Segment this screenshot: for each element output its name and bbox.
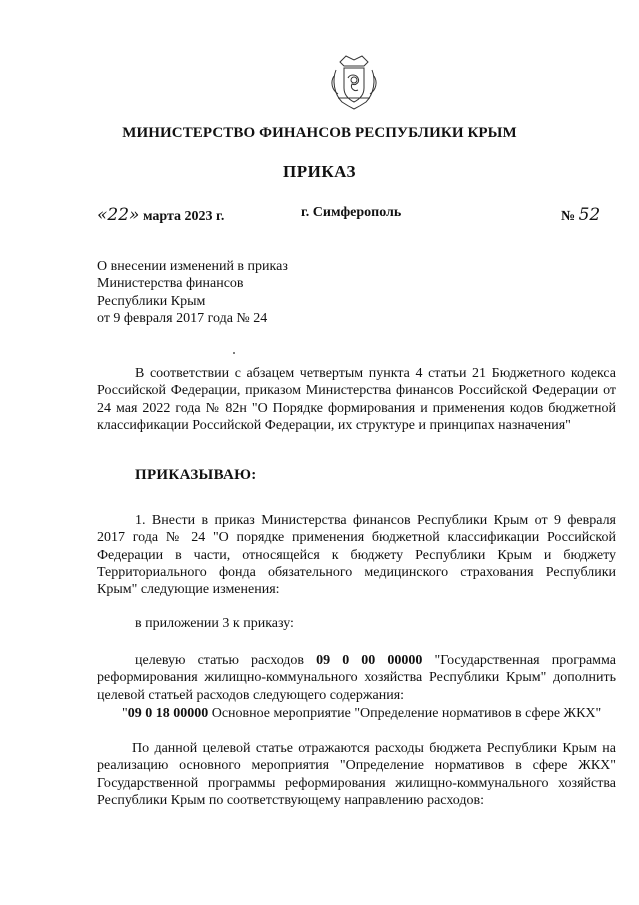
order-heading: ПРИКАЗЫВАЮ: bbox=[135, 467, 257, 483]
crimea-coat-of-arms-icon bbox=[328, 54, 380, 110]
date-day-handwritten: 22 bbox=[107, 205, 130, 225]
subject-line: Республики Крым bbox=[97, 293, 206, 309]
preamble-paragraph: В соответствии с абзацем четвертым пункта 4 статьи 21 Бюджетного кодекса Российской Федерации, приказом Министерства финансов Российской Федерации от 24 мая 2022 года № 82н "О Порядке формирования и применения кодов бюджетной классификации Российской Федерации, их структуре и принципах назначения" bbox=[97, 366, 616, 433]
new-code: 09 0 18 00000 bbox=[127, 706, 209, 721]
description-paragraph: По данной целевой статье отражаются расходы бюджета Республики Крым на реализацию основного мероприятия "Определение нормативов в сфере ЖКХ" Государственной программы реформирования жилищно-коммунального хозяйства Республики Крым по соответствующему направлению расходов: bbox=[97, 741, 616, 808]
number-handwritten: 52 bbox=[578, 205, 601, 225]
order-date bbox=[97, 205, 224, 225]
item-1-paragraph: 1. Внести в приказ Министерства финансов Республики Крым от 9 февраля 2017 года № 24 "О порядке применения бюджетной классификации Российской Федерации в части, относящейся к бюджету Республики Крым и бюджету Территориального фонда обязательного медицинского страхования Республики Крым" следующие изменения: bbox=[97, 513, 616, 598]
target-article-paragraph bbox=[97, 652, 616, 704]
date-close-quote: » bbox=[129, 205, 140, 225]
target-pre: целевую статью расходов bbox=[135, 653, 317, 668]
appendix-paragraph: в приложении 3 к приказу: bbox=[135, 616, 294, 631]
document-title: ПРИКАЗ bbox=[283, 162, 356, 181]
target-post: "Государственная программа реформирования жилищно-коммунального хозяйства Республики Крым" дополнить целевой статьей расходов следующего содержания: bbox=[97, 653, 616, 703]
new-code-quote: " bbox=[122, 706, 128, 721]
number-prefix: № bbox=[561, 209, 579, 224]
date-open-quote: « bbox=[97, 205, 108, 225]
city: г. Симферополь bbox=[301, 205, 402, 220]
date-rest: марта 2023 г. bbox=[139, 209, 225, 224]
ministry-name: МИНИСТЕРСТВО ФИНАНСОВ РЕСПУБЛИКИ КРЫМ bbox=[122, 125, 517, 141]
new-article-paragraph bbox=[97, 705, 616, 722]
order-subject bbox=[97, 258, 288, 327]
subject-line: О внесении изменений в приказ bbox=[97, 259, 288, 274]
scan-speck bbox=[233, 352, 235, 354]
new-text: Основное мероприятие "Определение нормативов в сфере ЖКХ" bbox=[208, 706, 602, 721]
subject-line: Министерства финансов bbox=[97, 276, 244, 292]
target-code: 09 0 00 00000 bbox=[316, 653, 423, 668]
subject-line: от 9 февраля 2017 года № 24 bbox=[97, 310, 268, 326]
order-number bbox=[561, 205, 600, 225]
